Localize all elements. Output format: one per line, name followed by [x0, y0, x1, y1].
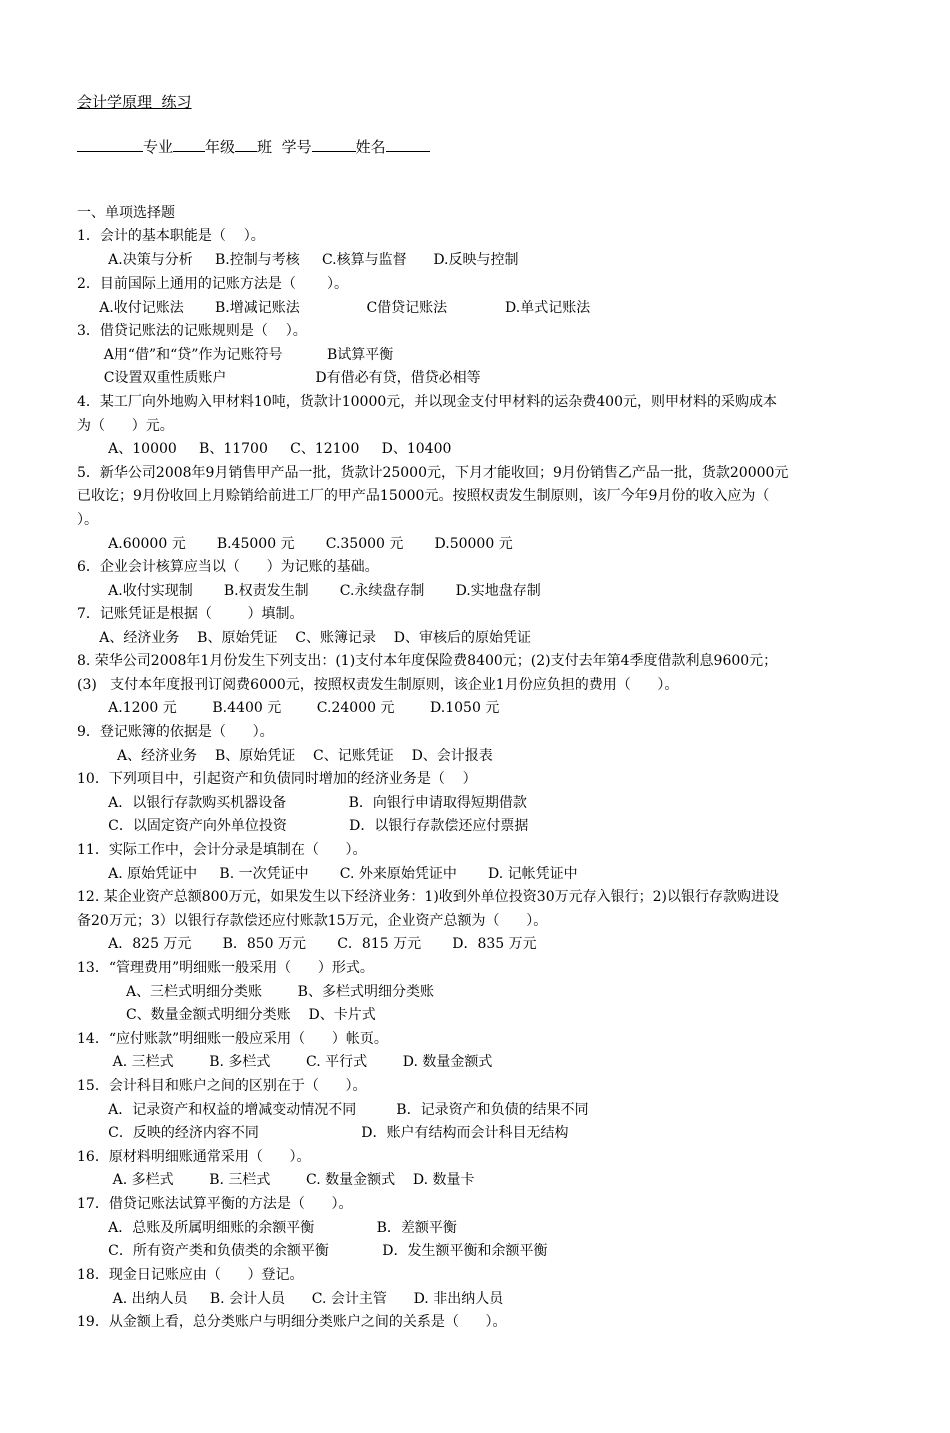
question-line: 11．实际工作中，会计分录是填制在（ ）。	[77, 842, 367, 858]
question-line: 为（ ）元。	[77, 418, 174, 434]
grade-blank[interactable]	[173, 137, 205, 152]
question-line: 10．下列项目中，引起资产和负债同时增加的经济业务是（ ）	[77, 771, 477, 787]
question-line: C设置双重性质账户 D有借必有贷，借贷必相等	[77, 370, 481, 386]
section-heading: 一、单项选择题	[77, 205, 175, 221]
question-line: A用“借”和“贷”作为记账符号 B试算平衡	[77, 347, 394, 363]
question-line: 1．会计的基本职能是（ ）。	[77, 228, 265, 244]
question-line: A．825 万元 B．850 万元 C．815 万元 D．835 万元	[77, 936, 537, 952]
question-line: 6．企业会计核算应当以（ ）为记账的基础。	[77, 559, 379, 575]
studentid-blank[interactable]	[312, 137, 356, 152]
question-line: (3) 支付本年度报刊订阅费6000元，按照权责发生制原则，该企业1月份应负担的费用（ ）。	[77, 677, 679, 693]
question-line: 9．登记账簿的依据是（ ）。	[77, 724, 274, 740]
class-studentid-label: 班 学号	[257, 138, 312, 156]
question-line: A.收付记账法 B.增减记账法 C借贷记账法 D.单式记账法	[77, 300, 591, 316]
document-title: 会计学原理 练习	[77, 93, 192, 111]
question-line: 8. 荣华公司2008年1月份发生下列支出：(1)支付本年度保险费8400元；(2)支付去年第4季度借款利息9600元；	[77, 653, 778, 669]
question-line: 4．某工厂向外地购入甲材料10吨，货款计10000元，并以现金支付甲材料的运杂费400元，则甲材料的采购成本	[77, 394, 777, 410]
question-line: 13．“管理费用”明细账一般采用（ ）形式。	[77, 960, 374, 976]
question-line: A. 原始凭证中 B. 一次凭证中 C. 外来原始凭证中 D. 记帐凭证中	[77, 866, 578, 882]
question-line: A. 三栏式 B. 多栏式 C. 平行式 D. 数量金额式	[77, 1054, 493, 1070]
question-line: A、10000 B、11700 C、12100 D、10400	[77, 441, 452, 457]
question-line: 14．“应付账款”明细账一般应采用（ ）帐页。	[77, 1031, 388, 1047]
student-info-line	[77, 137, 430, 157]
name-blank[interactable]	[386, 137, 430, 152]
question-line: 已收讫；9月份收回上月赊销给前进工厂的甲产品15000元。按照权责发生制原则，该厂今年9月份的收入应为（	[77, 488, 770, 504]
name-label: 姓名	[355, 138, 386, 156]
question-line: C、数量金额式明细分类账 D、卡片式	[77, 1007, 376, 1023]
question-line: A.收付实现制 B.权责发生制 C.永续盘存制 D.实地盘存制	[77, 583, 541, 599]
question-line: A、三栏式明细分类账 B、多栏式明细分类账	[77, 984, 434, 1000]
question-line: 5．新华公司2008年9月销售甲产品一批，货款计25000元，下月才能收回；9月份销售乙产品一批，货款20000元	[77, 465, 789, 481]
question-line: A、经济业务 B、原始凭证 C、账簿记录 D、审核后的原始凭证	[77, 630, 531, 646]
question-line: C．所有资产类和负债类的余额平衡 D．发生额平衡和余额平衡	[77, 1243, 548, 1259]
question-line: A．总账及所属明细账的余额平衡 B．差额平衡	[77, 1220, 457, 1236]
question-line: 2．目前国际上通用的记账方法是（ ）。	[77, 276, 349, 292]
question-line: ）。	[77, 512, 98, 528]
question-line: 17．借贷记账法试算平衡的方法是（ ）。	[77, 1196, 353, 1212]
question-line: C．以固定资产向外单位投资 D．以银行存款偿还应付票据	[77, 818, 529, 834]
question-line: A、经济业务 B、原始凭证 C、记账凭证 D、会计报表	[77, 748, 493, 764]
question-line: 3．借贷记账法的记账规则是（ ）。	[77, 323, 307, 339]
question-line: A.60000 元 B.45000 元 C.35000 元 D.50000 元	[77, 536, 513, 552]
question-line: 7．记账凭证是根据（ ）填制。	[77, 606, 304, 622]
question-line: A. 出纳人员 B. 会计人员 C. 会计主管 D. 非出纳人员	[77, 1291, 504, 1307]
class-blank[interactable]	[235, 137, 257, 152]
grade-label: 年级	[205, 138, 236, 156]
question-line: 18．现金日记账应由（ ）登记。	[77, 1267, 304, 1283]
question-line: A．记录资产和权益的增减变动情况不同 B．记录资产和负债的结果不同	[77, 1102, 589, 1118]
question-line: A. 多栏式 B. 三栏式 C. 数量金额式 D. 数量卡	[77, 1172, 475, 1188]
major-blank[interactable]	[77, 137, 143, 152]
major-label: 专业	[143, 138, 174, 156]
question-line: C．反映的经济内容不同 D．账户有结构而会计科目无结构	[77, 1125, 569, 1141]
question-line: A.决策与分析 B.控制与考核 C.核算与监督 D.反映与控制	[77, 252, 519, 268]
question-line: A.1200 元 B.4400 元 C.24000 元 D.1050 元	[77, 700, 500, 716]
question-line: 19．从金额上看，总分类账户与明细分类账户之间的关系是（ ）。	[77, 1314, 507, 1330]
question-line: 备20万元；3）以银行存款偿还应付账款15万元，企业资产总额为（ ）。	[77, 913, 548, 929]
question-line: 12. 某企业资产总额800万元，如果发生以下经济业务：1)收到外单位投资30万元存入银行；2)以银行存款购进设	[77, 889, 779, 905]
question-line: A．以银行存款购买机器设备 B．向银行申请取得短期借款	[77, 795, 527, 811]
question-line: 15．会计科目和账户之间的区别在于（ ）。	[77, 1078, 367, 1094]
question-line: 16．原材料明细账通常采用（ ）。	[77, 1149, 311, 1165]
